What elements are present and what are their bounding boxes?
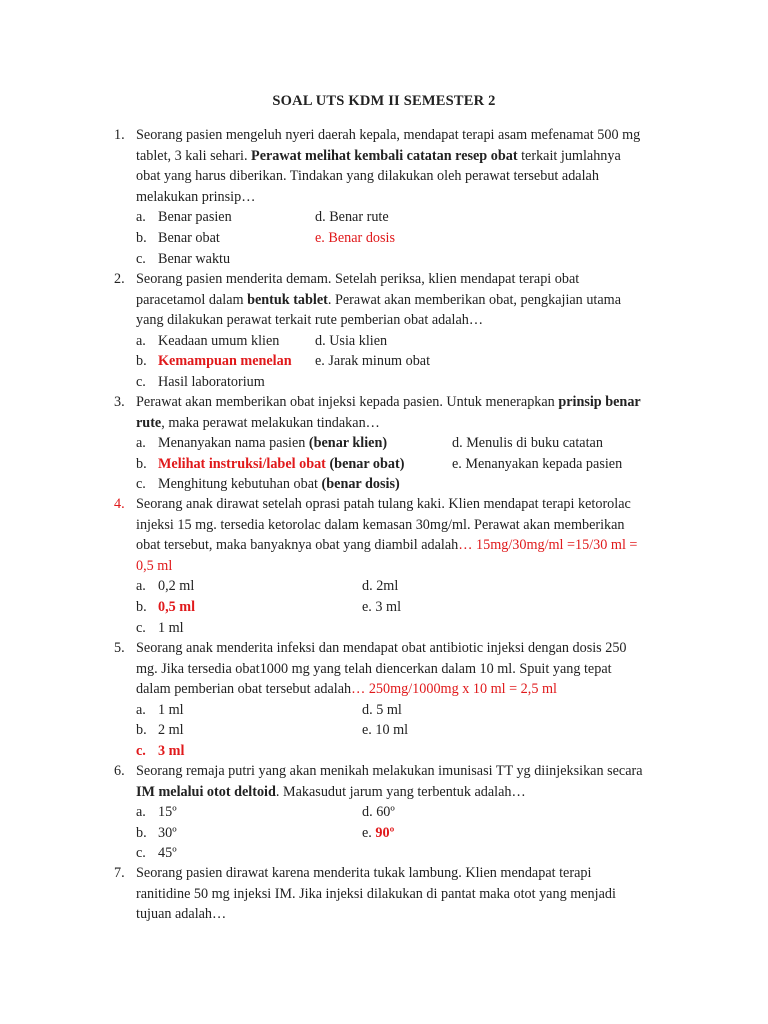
options-row — [0, 720, 768, 741]
question-line: obat yang harus diberikan. Tindakan yang dilakukan oleh perawat tersebut adalah — [136, 168, 599, 185]
question-line: tujuan adalah… — [136, 906, 227, 923]
question-line: yang dilakukan perawat terkait rute pemberian obat adalah… — [136, 312, 484, 329]
question-line: Seorang pasien mengeluh nyeri daerah kepala, mendapat terapi asam mefenamat 500 mg — [136, 127, 641, 143]
option-c: 45º — [158, 845, 177, 862]
option-letter: a. — [136, 804, 146, 821]
option-a: 15º — [158, 804, 177, 821]
options-row — [0, 700, 768, 721]
option-letter: c. — [136, 742, 146, 759]
question-4 — [0, 494, 768, 638]
option-c: Hasil laboratorium — [158, 373, 265, 390]
answer-calculation: 0,5 ml — [136, 557, 173, 574]
option-a: 0,2 ml — [158, 578, 195, 595]
question-line: ranitidine 50 mg injeksi IM. Jika injeksi dilakukan di pantat maka otot yang menjadi — [136, 885, 616, 902]
question-number: 3. — [114, 394, 125, 410]
option-letter: c. — [136, 476, 146, 493]
question-number: 5. — [114, 640, 125, 656]
option-note: (benar dosis) — [321, 476, 400, 493]
question-line: Perawat akan memberikan obat injeksi kepada pasien. Untuk menerapkan prinsip benar — [136, 394, 641, 410]
answer-calculation: … 15mg/30mg/ml =15/30 ml = — [458, 537, 638, 554]
options-row — [0, 372, 768, 393]
question-line: mg. Jika tersedia obat1000 mg yang telah diencerkan dalam 10 ml. Spuit yang tepat — [136, 660, 612, 677]
option-note: (benar obat) — [325, 455, 405, 472]
question-3 — [0, 392, 768, 495]
options-row — [0, 331, 768, 352]
option-letter: b. — [136, 722, 147, 739]
option-letter: c. — [136, 845, 146, 862]
option-letter: a. — [136, 701, 146, 718]
option-b-answer: 0,5 ml — [158, 598, 196, 615]
question-line: Seorang anak menderita infeksi dan mendapat obat antibiotic injeksi dengan dosis 250 — [136, 640, 627, 656]
question-line: Seorang remaja putri yang akan menikah melakukan imunisasi TT yg diinjeksikan secara — [136, 763, 643, 779]
option-d: d. Usia klien — [315, 332, 388, 349]
answer-calculation: … 250mg/1000mg x 10 ml = 2,5 ml — [351, 681, 557, 698]
question-line: dalam pemberian obat tersebut adalah… 250mg/1000mg x 10 ml = 2,5 ml — [136, 681, 557, 698]
emphasis-text: bentuk tablet — [247, 291, 328, 308]
option-b: 30º — [158, 824, 177, 841]
question-line: rute, maka perawat melakukan tindakan… — [136, 414, 380, 431]
question-line: melakukan prinsip… — [136, 188, 256, 205]
options-row — [0, 576, 768, 597]
question-number: 1. — [114, 127, 125, 143]
option-c: Menghitung kebutuhan obat (benar dosis) — [158, 476, 400, 493]
question-text — [0, 125, 768, 146]
option-letter: a. — [136, 209, 146, 226]
options-row — [0, 228, 768, 249]
options-row — [0, 351, 768, 372]
question-1 — [0, 125, 768, 269]
question-5 — [0, 638, 768, 762]
emphasis-text: Perawat melihat kembali catatan resep obat — [251, 147, 518, 164]
option-letter: b. — [136, 824, 147, 841]
question-line: paracetamol dalam bentuk tablet. Perawat akan memberikan obat, pengkajian utama — [136, 291, 621, 308]
option-note: (benar klien) — [308, 435, 388, 452]
question-line: tablet, 3 kali sehari. Perawat melihat kembali catatan resep obat terkait jumlahnya — [136, 147, 621, 164]
options-row — [0, 207, 768, 228]
question-number: 2. — [114, 271, 125, 287]
option-b: Benar obat — [158, 229, 220, 246]
option-c-answer: 3 ml — [158, 742, 185, 759]
option-letter: b. — [136, 455, 147, 472]
option-e-answer: e. Benar dosis — [315, 229, 395, 246]
options-row — [0, 843, 768, 864]
option-e: e. Jarak minum obat — [315, 353, 431, 370]
option-e: e. 3 ml — [362, 598, 402, 615]
option-d: d. 60º — [362, 804, 395, 821]
options-row — [0, 618, 768, 639]
option-d: d. Menulis di buku catatan — [452, 435, 603, 452]
option-letter: b. — [136, 229, 147, 246]
emphasis-text: prinsip benar — [558, 394, 641, 410]
option-e: e. 10 ml — [362, 722, 409, 739]
question-6 — [0, 761, 768, 864]
question-number: 4. — [114, 496, 125, 512]
page-title: SOAL UTS KDM II SEMESTER 2 — [272, 93, 496, 109]
question-line: Seorang pasien menderita demam. Setelah periksa, klien mendapat terapi obat — [136, 271, 580, 287]
option-d: d. Benar rute — [315, 209, 389, 226]
question-line: injeksi 15 mg. tersedia ketorolac dalam kemasan 30mg/ml. Perawat akan memberikan — [136, 516, 625, 533]
option-a: Keadaan umum klien — [158, 332, 280, 349]
question-number: 7. — [114, 865, 125, 881]
option-letter: a. — [136, 578, 146, 595]
option-b-answer: Melihat instruksi/label obat (benar obat) — [158, 455, 405, 472]
option-letter: c. — [136, 619, 146, 636]
options-row — [0, 741, 768, 762]
option-letter: b. — [136, 598, 147, 615]
emphasis-text: rute — [136, 414, 162, 431]
option-c: 1 ml — [158, 619, 184, 636]
option-a: 1 ml — [158, 701, 184, 718]
option-a: Menanyakan nama pasien (benar klien) — [158, 435, 388, 452]
option-e: e. Menanyakan kepada pasien — [452, 455, 623, 472]
options-row — [0, 802, 768, 823]
option-d: d. 5 ml — [362, 701, 402, 718]
option-a: Benar pasien — [158, 209, 232, 226]
question-line: Seorang anak dirawat setelah oprasi patah tulang kaki. Klien mendapat terapi ketorolac — [136, 496, 631, 512]
option-letter: c. — [136, 373, 146, 390]
option-d: d. 2ml — [362, 578, 399, 595]
options-row — [0, 454, 768, 475]
option-c: Benar waktu — [158, 250, 231, 267]
option-letter: a. — [136, 332, 146, 349]
option-letter: a. — [136, 435, 146, 452]
option-b-answer: Kemampuan menelan — [158, 353, 292, 370]
options-row — [0, 474, 768, 495]
options-row — [0, 597, 768, 618]
options-row — [0, 249, 768, 270]
option-letter: b. — [136, 353, 147, 370]
question-line: obat tersebut, maka banyaknya obat yang diambil adalah… 15mg/30mg/ml =15/30 ml = — [136, 537, 638, 554]
question-line: Seorang pasien dirawat karena menderita tukak lambung. Klien mendapat terapi — [136, 865, 592, 881]
question-7 — [0, 863, 768, 925]
options-row — [0, 823, 768, 844]
option-letter: c. — [136, 250, 146, 267]
option-b: 2 ml — [158, 722, 184, 739]
emphasis-text: IM melalui otot deltoid — [136, 783, 276, 800]
question-line: IM melalui otot deltoid. Makasudut jarum yang terbentuk adalah… — [136, 783, 526, 800]
options-row — [0, 433, 768, 454]
question-2 — [0, 269, 768, 393]
question-number: 6. — [114, 763, 125, 779]
option-e-answer: e. 90º — [362, 824, 395, 841]
